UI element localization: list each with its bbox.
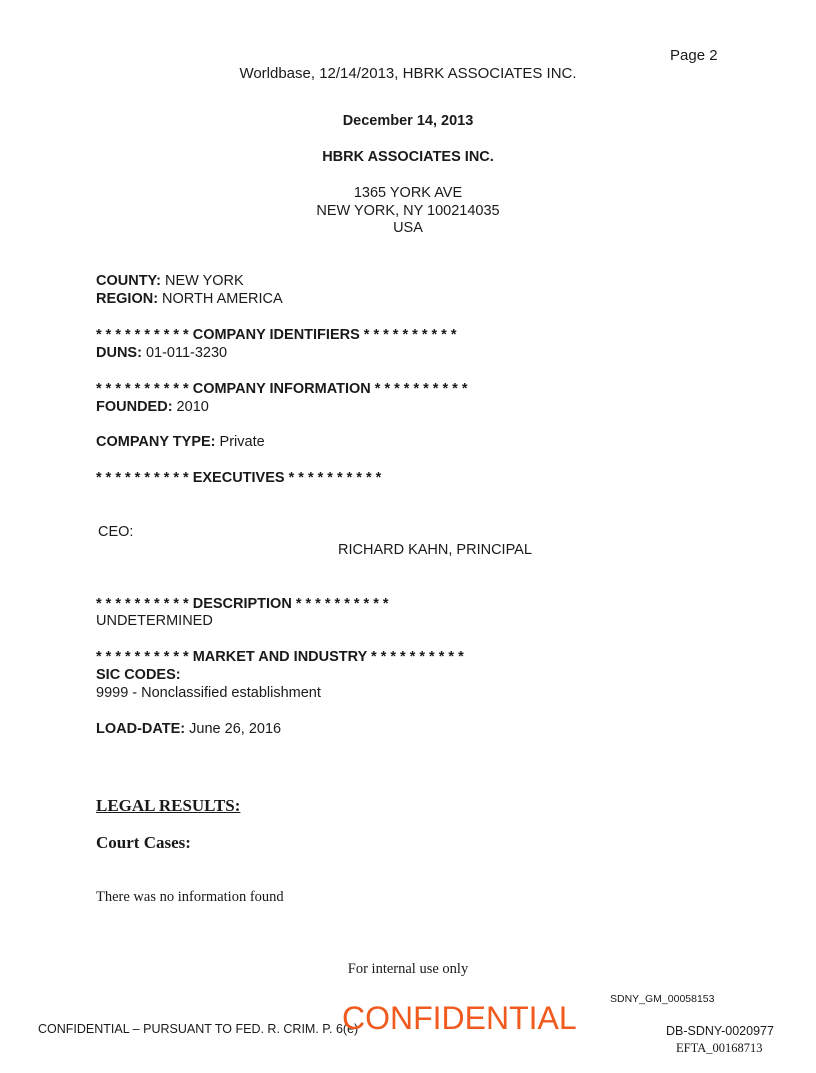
confidential-notice: CONFIDENTIAL – PURSUANT TO FED. R. CRIM. P. 6(e): [38, 1022, 359, 1036]
executives-title: EXECUTIVES: [192, 470, 285, 486]
description-title: DESCRIPTION: [192, 596, 292, 612]
page-number: Page 2: [670, 47, 718, 64]
record-date: December 14, 2013: [342, 113, 474, 129]
duns-value: 01-011-3230: [141, 345, 228, 361]
region-value: NORTH AMERICA: [158, 291, 283, 307]
load-date-value: June 26, 2016: [185, 721, 282, 737]
region-row: [96, 291, 283, 307]
bates-efta: EFTA_00168713: [676, 1041, 763, 1055]
duns-label: DUNS:: [96, 345, 142, 361]
market-title: MARKET AND INDUSTRY: [192, 649, 367, 665]
address-country: USA: [393, 220, 423, 236]
sic-codes-value: 9999 - Nonclassified establishment: [96, 685, 321, 701]
description-heading: [96, 596, 389, 612]
stars-left: * * * * * * * * * *: [96, 596, 189, 612]
information-title: COMPANY INFORMATION: [192, 381, 371, 397]
region-label: REGION:: [96, 291, 159, 307]
stars-right: * * * * * * * * * *: [363, 327, 457, 343]
company-name: HBRK ASSOCIATES INC.: [322, 149, 494, 165]
company-type-value: Private: [215, 434, 265, 450]
stars-right: * * * * * * * * * *: [288, 470, 382, 486]
stars-right: * * * * * * * * * *: [295, 596, 389, 612]
identifiers-heading: [96, 327, 456, 343]
address-line1: 1365 YORK AVE: [353, 185, 463, 201]
executive-role: CEO:: [98, 524, 134, 540]
market-heading: [96, 649, 464, 665]
address-line2: NEW YORK, NY 100214035: [316, 203, 500, 219]
stars-left: * * * * * * * * * *: [96, 649, 189, 665]
confidential-stamp: CONFIDENTIAL: [342, 1000, 577, 1036]
county-label: COUNTY:: [96, 273, 161, 289]
stars-left: * * * * * * * * * *: [96, 470, 189, 486]
sic-codes-label: SIC CODES:: [96, 667, 181, 683]
bates-db-sdny: DB-SDNY-0020977: [666, 1024, 774, 1038]
internal-use-note: For internal use only: [347, 961, 469, 977]
stars-left: * * * * * * * * * *: [96, 381, 189, 397]
founded-row: [96, 399, 209, 415]
source-line: Worldbase, 12/14/2013, HBRK ASSOCIATES INC.: [239, 65, 577, 82]
stars-right: * * * * * * * * * *: [374, 381, 468, 397]
bates-sdny-gm: SDNY_GM_00058153: [610, 993, 715, 1005]
load-date-label: LOAD-DATE:: [96, 721, 186, 737]
identifiers-title: COMPANY IDENTIFIERS: [192, 327, 360, 343]
stars-right: * * * * * * * * * *: [371, 649, 464, 665]
duns-row: [96, 345, 227, 361]
court-cases-heading: Court Cases:: [96, 833, 191, 852]
information-heading: [96, 381, 467, 397]
company-type-row: [96, 434, 265, 450]
founded-value: 2010: [172, 399, 209, 415]
county-row: [96, 273, 244, 289]
load-date-row: [96, 721, 281, 737]
company-type-label: COMPANY TYPE:: [96, 434, 216, 450]
executive-name: RICHARD KAHN, PRINCIPAL: [338, 542, 532, 558]
description-value: UNDETERMINED: [96, 613, 213, 629]
legal-results-heading: LEGAL RESULTS:: [96, 796, 241, 815]
no-information-text: There was no information found: [96, 889, 284, 905]
executives-heading: [96, 470, 381, 486]
founded-label: FOUNDED:: [96, 399, 173, 415]
stars-left: * * * * * * * * * *: [96, 327, 189, 343]
county-value: NEW YORK: [160, 273, 244, 289]
